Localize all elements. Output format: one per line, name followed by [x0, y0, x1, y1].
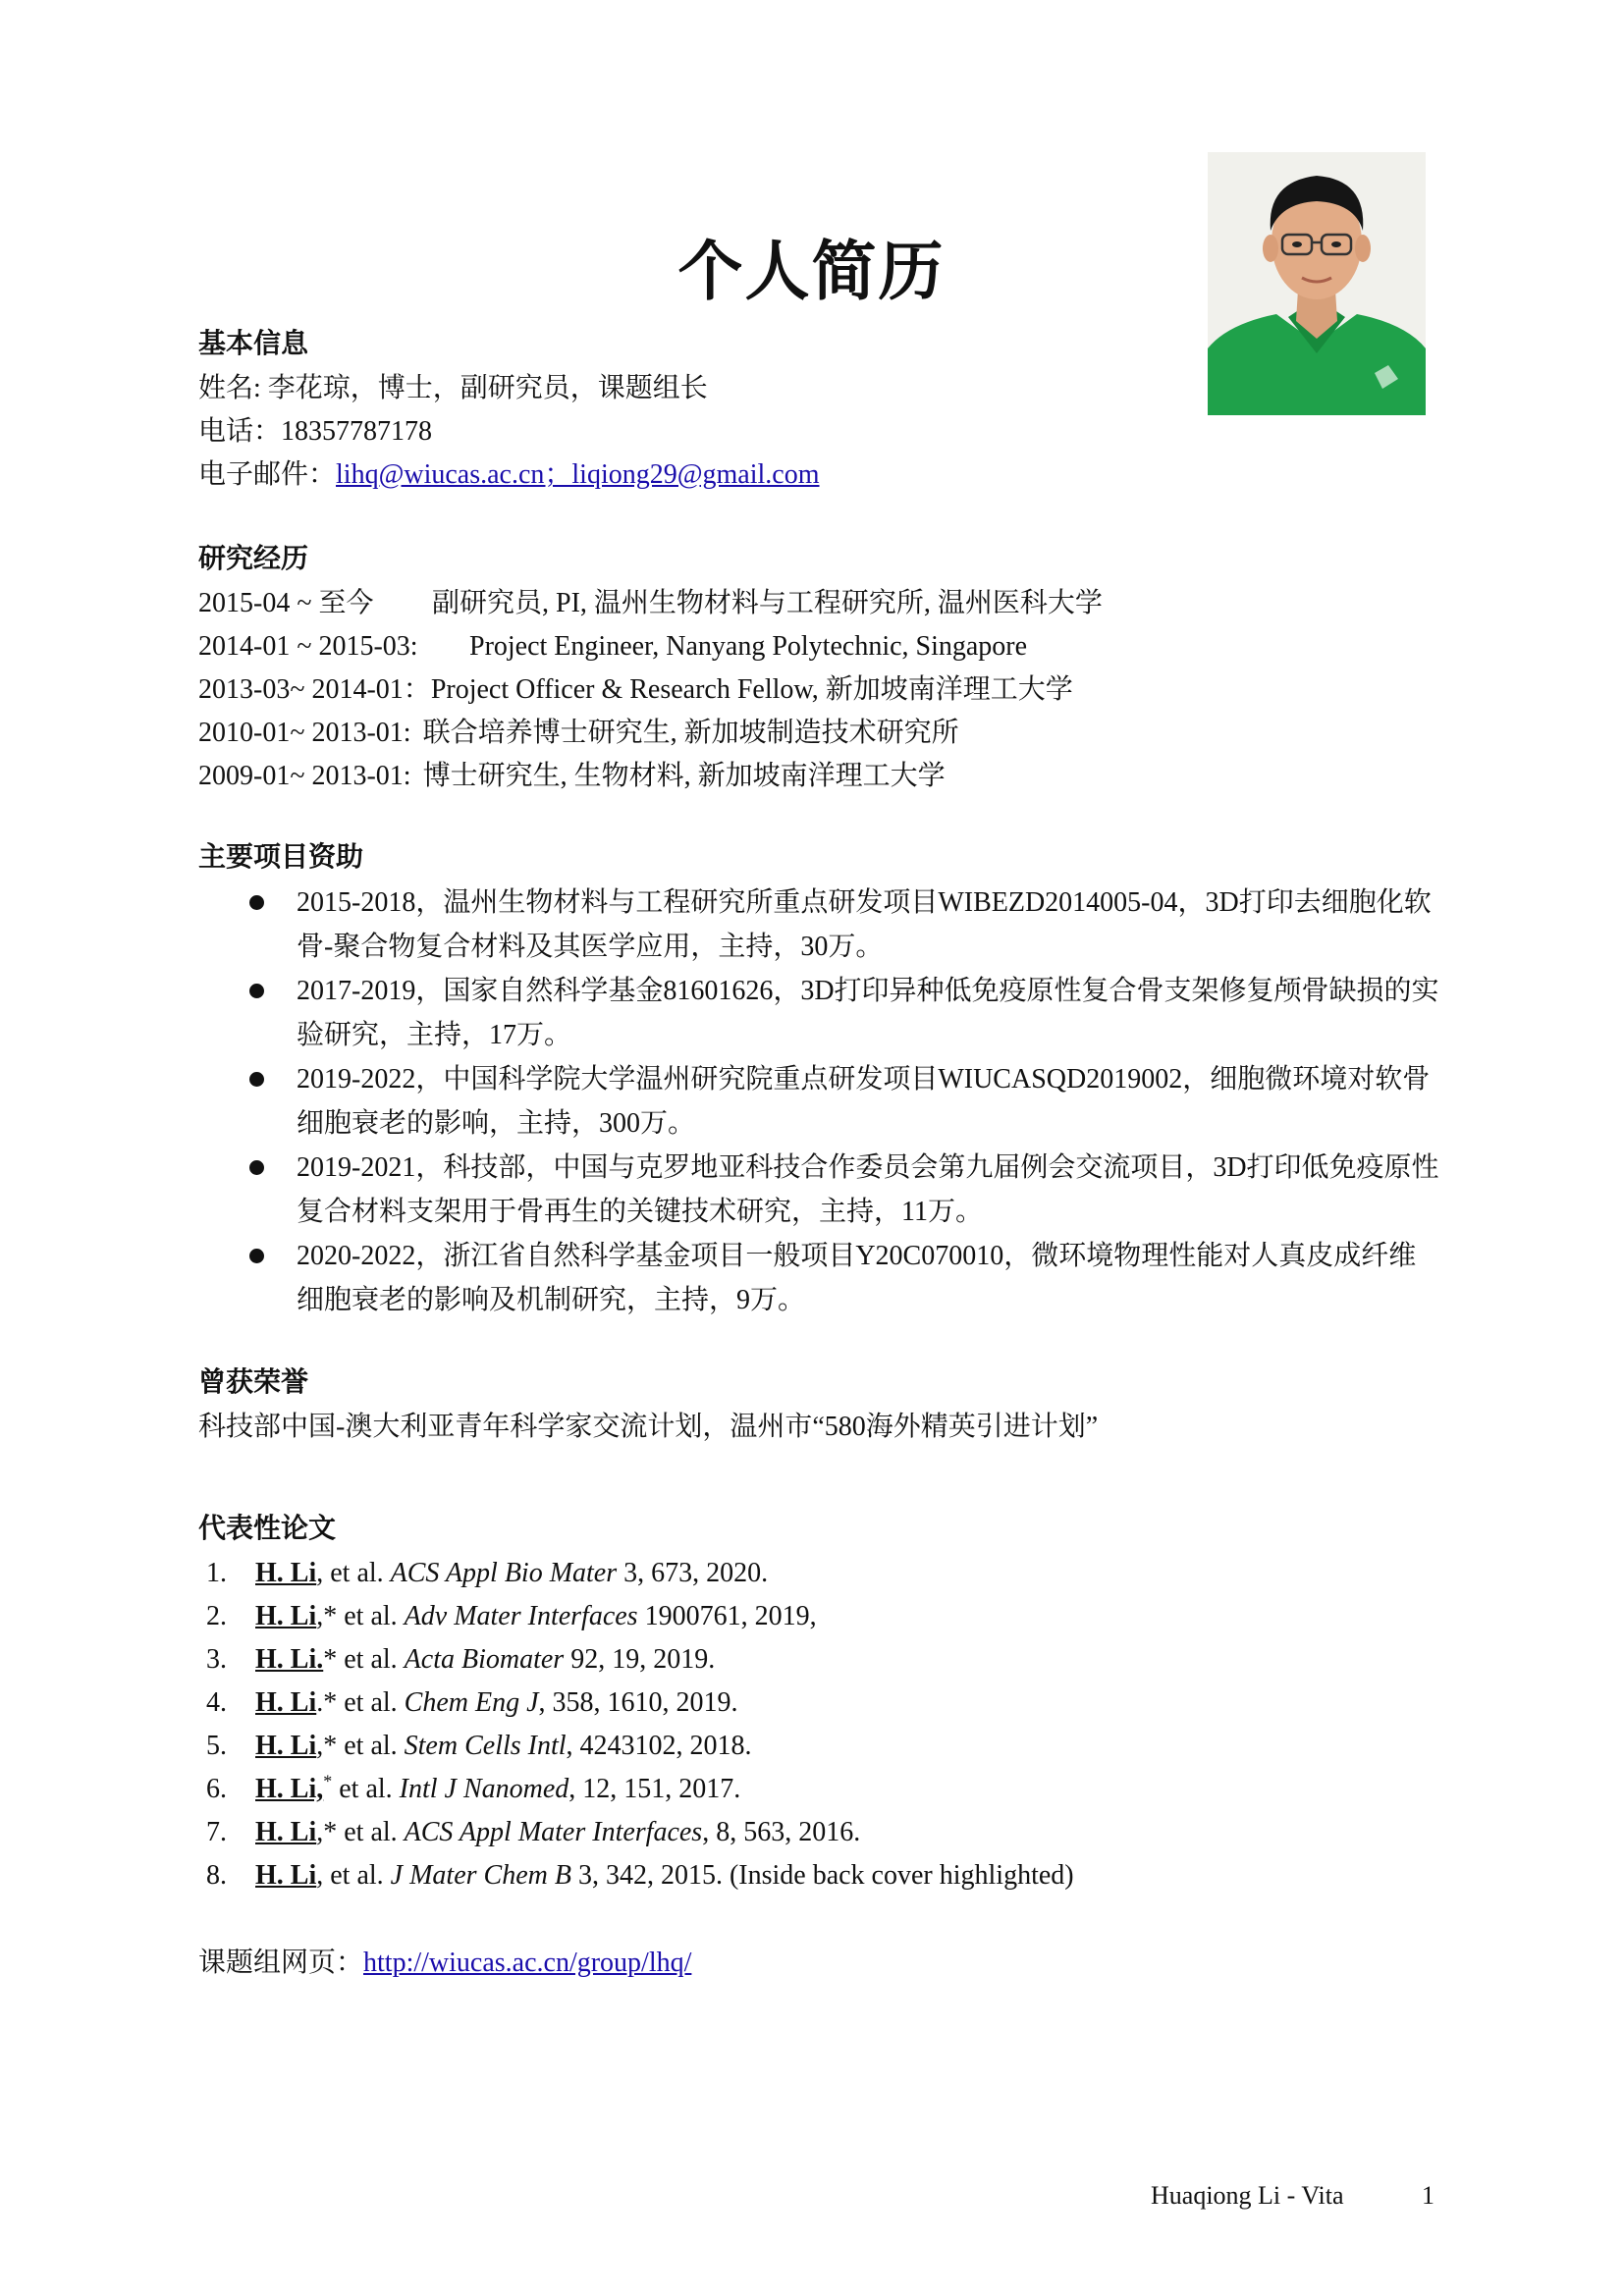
experience-desc: 联合培养博士研究生, 新加坡制造技术研究所 — [422, 718, 959, 748]
email-label: 电子邮件： — [198, 459, 337, 490]
paper-details: 3, 342, 2015. (Inside back cover highlighted) — [570, 1860, 1074, 1891]
paper-journal: Adv Mater Interfaces — [404, 1601, 638, 1631]
paper-details: 92, 19, 2019. — [564, 1644, 716, 1675]
paper-author: H. Li, — [255, 1774, 324, 1804]
experience-item — [198, 582, 1445, 625]
paper-journal: Acta Biomater — [404, 1644, 565, 1675]
email-line — [198, 454, 1445, 497]
paper-author: H. Li — [255, 1860, 317, 1891]
paper-journal: Chem Eng J — [404, 1687, 539, 1718]
paper-etal: et al. — [337, 1817, 405, 1847]
basic-info-section — [198, 324, 1445, 497]
paper-etal: et al. — [337, 1644, 405, 1675]
experience-heading: 研究经历 — [198, 542, 309, 574]
funding-item — [198, 881, 1443, 969]
paper-number: 3. — [206, 1644, 227, 1675]
funding-item — [198, 969, 1443, 1057]
paper-mark: .* — [316, 1687, 338, 1718]
paper-etal: et al. — [337, 1601, 405, 1631]
paper-journal: ACS Appl Bio Mater — [390, 1558, 618, 1588]
paper-number: 4. — [206, 1687, 227, 1718]
paper-item — [198, 1854, 1445, 1897]
experience-item — [198, 712, 1445, 755]
paper-item — [198, 1682, 1445, 1725]
experience-desc: Project Engineer, Nanyang Polytechnic, Singapore — [469, 631, 1028, 662]
bullet-icon — [249, 1072, 264, 1087]
experience-item — [198, 668, 1445, 712]
paper-mark: ,* — [316, 1731, 338, 1761]
paper-etal: , et al. — [316, 1558, 391, 1588]
paper-item — [198, 1595, 1445, 1638]
funding-text: 2015-2018，温州生物材料与工程研究所重点研发项目WIBEZD2014005-04，3D打印去细胞化软骨-聚合物复合材料及其医学应用，主持，30万。 — [297, 887, 1432, 962]
paper-details: , 8, 563, 2016. — [702, 1817, 861, 1847]
paper-item — [198, 1811, 1445, 1854]
paper-mark: * — [323, 1644, 338, 1675]
funding-text: 2020-2022，浙江省自然科学基金项目一般项目Y20C070010，微环境物理性能对人真皮成纤维细胞衰老的影响及机制研究，主持，9万。 — [297, 1241, 1417, 1315]
group-page-label: 课题组网页： — [198, 1948, 364, 1978]
paper-author: H. Li — [255, 1817, 317, 1847]
paper-author: H. Li — [255, 1687, 317, 1718]
paper-number: 7. — [206, 1817, 227, 1847]
paper-details: 1900761, 2019, — [637, 1601, 817, 1631]
paper-number: 8. — [206, 1860, 227, 1891]
experience-date: 2015-04 ~ 至今 — [198, 588, 374, 618]
group-page-section — [198, 1942, 1445, 1985]
funding-text: 2019-2022，中国科学院大学温州研究院重点研发项目WIUCASQD2019002，细胞微环境对软骨细胞衰老的影响，主持，300万。 — [297, 1064, 1431, 1139]
bullet-icon — [249, 1160, 264, 1175]
funding-item — [198, 1234, 1443, 1322]
paper-number: 6. — [206, 1774, 227, 1804]
page-title: 个人简历 — [677, 237, 946, 308]
paper-details: , 12, 151, 2017. — [568, 1774, 741, 1804]
paper-details: 3, 673, 2020. — [617, 1558, 769, 1588]
experience-date: 2014-01 ~ 2015-03: — [198, 631, 418, 662]
experience-desc: 博士研究生, 生物材料, 新加坡南洋理工大学 — [422, 761, 946, 791]
paper-details: , 358, 1610, 2019. — [538, 1687, 738, 1718]
papers-heading: 代表性论文 — [198, 1512, 337, 1544]
basic-info-heading: 基本信息 — [198, 327, 309, 359]
paper-journal: ACS Appl Mater Interfaces — [404, 1817, 703, 1847]
paper-item — [198, 1552, 1445, 1595]
experience-date: 2009-01~ 2013-01: — [198, 761, 411, 791]
paper-journal: Stem Cells Intl — [404, 1731, 567, 1761]
paper-author: H. Li. — [255, 1644, 324, 1675]
funding-text: 2017-2019，国家自然科学基金81601626，3D打印异种低免疫原性复合骨支架修复颅骨缺损的实验研究，主持，17万。 — [297, 976, 1439, 1050]
email-link[interactable]: lihq@wiucas.ac.cn；liqiong29@gmail.com — [336, 459, 820, 490]
experience-desc: Project Officer & Research Fellow, 新加坡南洋理工大学 — [430, 674, 1073, 705]
bullet-icon — [249, 984, 264, 998]
paper-etal: et al. — [332, 1774, 400, 1804]
paper-item — [198, 1638, 1445, 1682]
paper-mark: ,* — [316, 1817, 338, 1847]
funding-heading: 主要项目资助 — [198, 840, 364, 873]
paper-author: H. Li — [255, 1731, 317, 1761]
group-page-link[interactable]: http://wiucas.ac.cn/group/lhq/ — [363, 1948, 692, 1978]
honors-section — [198, 1362, 1445, 1449]
experience-item — [198, 625, 1445, 668]
honors-heading: 曾获荣誉 — [198, 1365, 309, 1398]
footer-name: Huaqiong Li - Vita — [1151, 2181, 1344, 2210]
paper-etal: , et al. — [316, 1860, 391, 1891]
phone-line: 电话：18357787178 — [198, 416, 433, 447]
bullet-icon — [249, 1249, 264, 1263]
name-line: 姓名: 李花琼，博士，副研究员，课题组长 — [198, 373, 708, 403]
paper-number: 2. — [206, 1601, 227, 1631]
paper-mark: ,* — [316, 1601, 338, 1631]
paper-mark: * — [323, 1771, 333, 1791]
funding-item — [198, 1057, 1443, 1146]
experience-section — [198, 539, 1445, 798]
papers-section — [198, 1509, 1445, 1897]
group-page-line — [198, 1942, 1445, 1985]
experience-date: 2010-01~ 2013-01: — [198, 718, 411, 748]
experience-item — [198, 755, 1445, 798]
paper-journal: J Mater Chem B — [390, 1860, 571, 1891]
paper-etal: et al. — [337, 1731, 405, 1761]
footer-page-number: 1 — [1422, 2181, 1434, 2210]
paper-item — [198, 1768, 1445, 1811]
funding-item — [198, 1146, 1443, 1234]
funding-text: 2019-2021，科技部，中国与克罗地亚科技合作委员会第九届例会交流项目，3D打印低免疫原性复合材料支架用于骨再生的关键技术研究，主持，11万。 — [297, 1152, 1439, 1227]
honors-text: 科技部中国-澳大利亚青年科学家交流计划，温州市“580海外精英引进计划” — [198, 1412, 1099, 1442]
paper-number: 5. — [206, 1731, 227, 1761]
paper-author: H. Li — [255, 1558, 317, 1588]
paper-journal: Intl J Nanomed — [399, 1774, 569, 1804]
experience-desc: 副研究员, PI, 温州生物材料与工程研究所, 温州医科大学 — [432, 588, 1103, 618]
paper-etal: et al. — [337, 1687, 405, 1718]
paper-author: H. Li — [255, 1601, 317, 1631]
funding-section — [198, 837, 1445, 1322]
paper-item — [198, 1725, 1445, 1768]
bullet-icon — [249, 895, 264, 910]
paper-details: , 4243102, 2018. — [566, 1731, 752, 1761]
experience-date: 2013-03~ 2014-01： — [198, 674, 431, 705]
paper-number: 1. — [206, 1558, 227, 1588]
